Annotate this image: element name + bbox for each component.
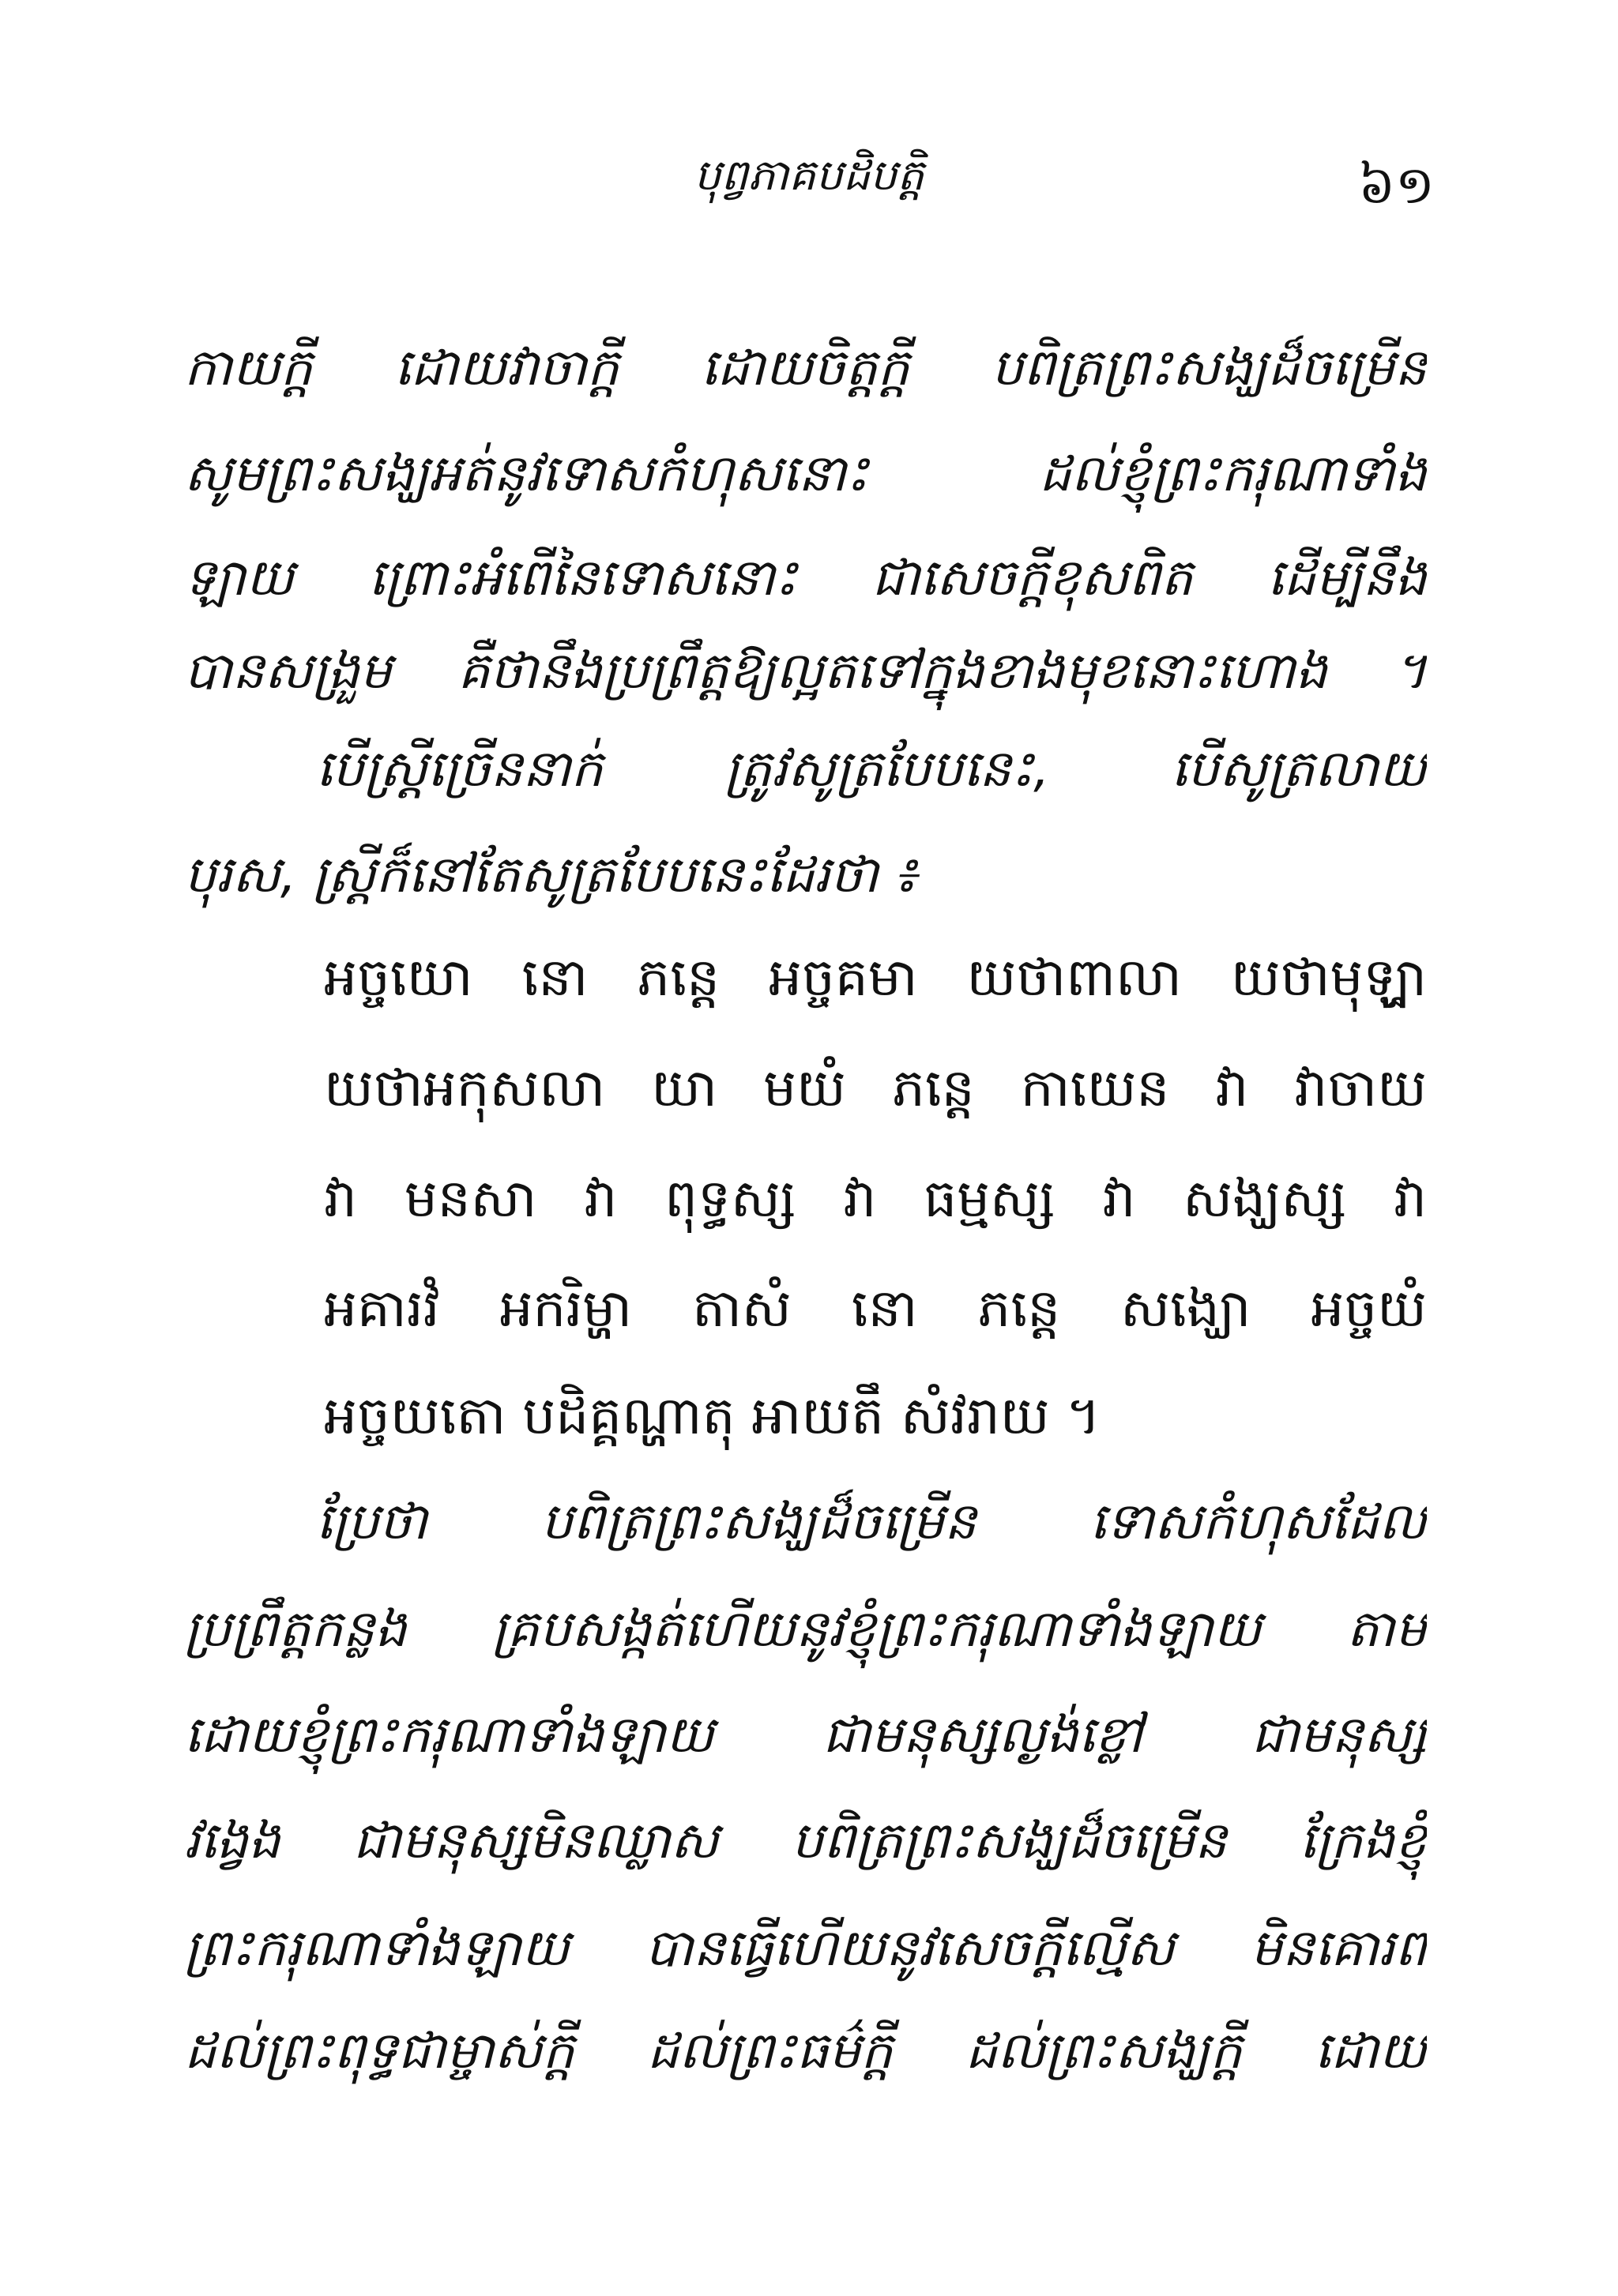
text-line: ប្រែថា បពិត្រព្រះសង្ឃដ៏ចម្រើន ទោសកំហុសដែល <box>316 1493 1427 1551</box>
verse-line: អច្ចយោ នោ ភន្តេ អច្ចគមា យថាពាលា យថាមុឡ្ហា <box>324 947 1427 1008</box>
text-line: ដល់ព្រះពុទ្ធជាម្ចាស់ក្តី ដល់ព្រះធម៌ក្តី ដល់ព្រះសង្ឃក្តី ដោយ <box>184 2022 1427 2080</box>
text-line: បុរស, ស្ត្រីក៏នៅតែសូត្របែបនេះដែរថា ៖ <box>184 846 917 904</box>
text-line: កាយក្តី ដោយវាចាក្តី ដោយចិត្តក្តី បពិត្រព្រះសង្ឃដ៏ចម្រើន <box>184 339 1427 397</box>
text-line: សូមព្រះសង្ឃអត់នូវទោសកំហុសនោះ ដល់ខ្ញុំព្រះករុណាទាំង <box>184 445 1427 503</box>
text-line: បានសង្រួម គឺថានឹងប្រព្រឹត្តឱ្យល្អតទៅក្នុងខាងមុខនោះហោង ។ <box>184 642 1427 701</box>
verse-line: យថាអកុសលា យា មយំ ភន្តេ កាយេន វា វាចាយ <box>324 1058 1427 1118</box>
page-number: ៦១ <box>1358 155 1435 216</box>
verse-line: អច្ចយតោ បដិគ្គណ្ហាតុ អាយតឹ សំវរាយ ។ <box>324 1385 1101 1446</box>
text-line: ព្រះករុណាទាំងឡាយ បានធ្វើហើយនូវសេចក្តីល្មើស មិនគោរព <box>184 1919 1427 1978</box>
text-line: ឡាយ ព្រោះអំពើនៃទោសនោះ ជាសេចក្តីខុសពិត ដើម្បីនឹង <box>184 549 1427 607</box>
verse-line: អគារវំ អករិម្ហា តាសំ នោ ភន្តេ សង្ឃោ អច្ចយំ <box>324 1278 1427 1339</box>
text-line: វង្វេង ជាមនុស្សមិនឈ្លាស បពិត្រព្រះសង្ឃដ៏ចម្រើន ក្រែងខ្ញុំ <box>184 1812 1427 1870</box>
text-line: ប្រព្រឹត្តកន្លង គ្របសង្កត់ហើយនូវខ្ញុំព្រះករុណាទាំងឡាយ តាម <box>184 1600 1427 1659</box>
running-header: បុព្វភាគបដិបត្តិ <box>694 150 924 200</box>
text-line: បើស្ត្រីច្រើននាក់ ត្រូវសូត្របែបនេះ, បើសូត្រលាយ <box>316 740 1427 799</box>
verse-line: វា មនសា វា ពុទ្ធស្ស វា ធម្មស្ស វា សង្ឃស្ស វា <box>324 1168 1427 1229</box>
text-line: ដោយខ្ញុំព្រះករុណាទាំងឡាយ ជាមនុស្សល្ងង់ខ្លៅ ជាមនុស្ស <box>184 1706 1427 1764</box>
